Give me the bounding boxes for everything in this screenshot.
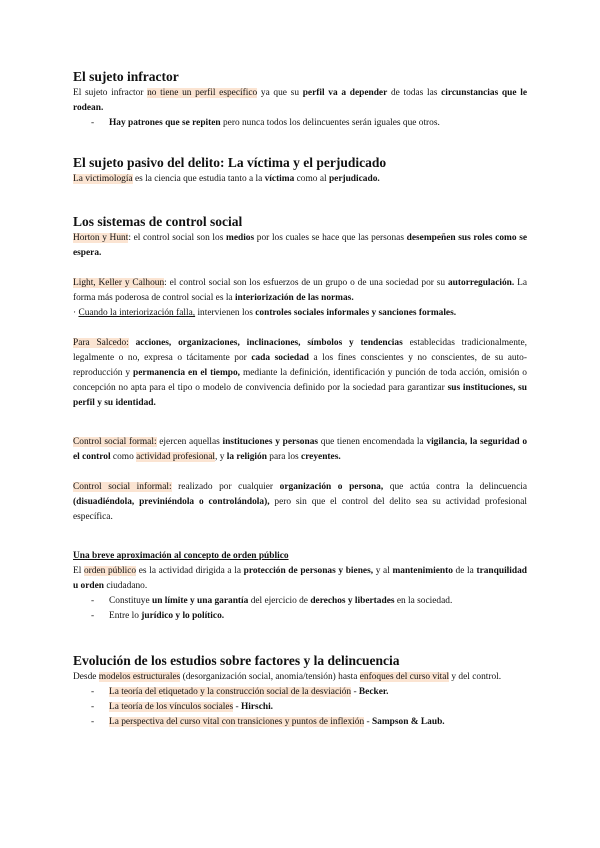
list-orden-publico: [73, 594, 527, 624]
paragraph-evolucion: Desde modelos estructurales (desorganización social, anomia/tensión) hasta enfoques del curso vital y del control.: [73, 672, 502, 682]
paragraph-sujeto-infractor: El sujeto infractor no tiene un perfil específico ya que su perfil va a depender de todas las circunstancias que le rodean.: [73, 88, 527, 113]
list-sujeto-infractor: [73, 116, 527, 131]
paragraph-salcedo: Para Salcedo: acciones, organizaciones, inclinaciones, símbolos y tendencias establecidas tradicionalmente, legalmente o no, expresa o tácitamente por cada sociedad a los fines conscientes y no conscientes, de su auto-reproducción y permanencia en el tiempo, mediante la definición, identificación y punción de toda acción, omisión o concepción no apta para el tipo o modelo de convivencia definido por la sociedad para garantizar sus instituciones, su perfil y su identidad.: [73, 338, 528, 408]
list-item: - La perspectiva del curso vital con transiciones y puntos de inflexión - Sampson & Laub.: [91, 717, 445, 727]
heading-sujeto-infractor: El sujeto infractor: [73, 69, 179, 84]
heading-evolucion: Evolución de los estudios sobre factores y la delincuencia: [73, 653, 400, 668]
heading-orden-publico: Una breve aproximación al concepto de orden público: [73, 551, 289, 561]
paragraph-interiorizacion: · Cuando la interiorización falla, intervienen los controles sociales informales y sanciones formales.: [73, 308, 457, 318]
list-item: - Constituye un límite y una garantía del ejercicio de derechos y libertades en la sociedad.: [91, 596, 453, 606]
list-item: - La teoría de los vínculos sociales - Hirschi.: [91, 702, 274, 712]
heading-sujeto-pasivo: El sujeto pasivo del delito: La víctima y el perjudicado: [73, 155, 387, 170]
paragraph-control-informal: Control social informal: realizado por cualquier organización o persona, que actúa contra la delincuencia (disuadiéndola, previniéndola o controlándola), pero sin que el control del delito sea su actividad profesional específica.: [73, 482, 528, 522]
list-item: - Hay patrones que se repiten pero nunca todos los delincuentes serán iguales que otros.: [91, 118, 440, 128]
document-body: [73, 68, 527, 730]
list-item: - Entre lo jurídico y lo político.: [91, 611, 225, 621]
paragraph-victimologia: La victimología es la ciencia que estudia tanto a la víctima como al perjudicado.: [73, 174, 380, 184]
heading-control-social: Los sistemas de control social: [73, 214, 243, 229]
list-item: - La teoría del etiquetado y la construcción social de la desviación - Becker.: [91, 687, 389, 697]
paragraph-orden-publico: El orden público es la actividad dirigida a la protección de personas y bienes, y al mantenimiento de la tranquilidad u orden ciudadano.: [73, 566, 527, 591]
list-teorias: [73, 685, 527, 730]
paragraph-horton-hunt: Horton y Hunt: el control social son los medios por los cuales se hace que las personas desempeñen sus roles como se espera.: [73, 233, 527, 258]
paragraph-control-formal: Control social formal: ejercen aquellas instituciones y personas que tienen encomendada la vigilancia, la seguridad o el control como actividad profesional, y la religión para los creyentes.: [73, 437, 528, 462]
paragraph-light-keller: Light, Keller y Calhoun: el control social son los esfuerzos de un grupo o de una sociedad por su autorregulación. La forma más poderosa de control social es la interiorización de las normas.: [73, 278, 527, 303]
